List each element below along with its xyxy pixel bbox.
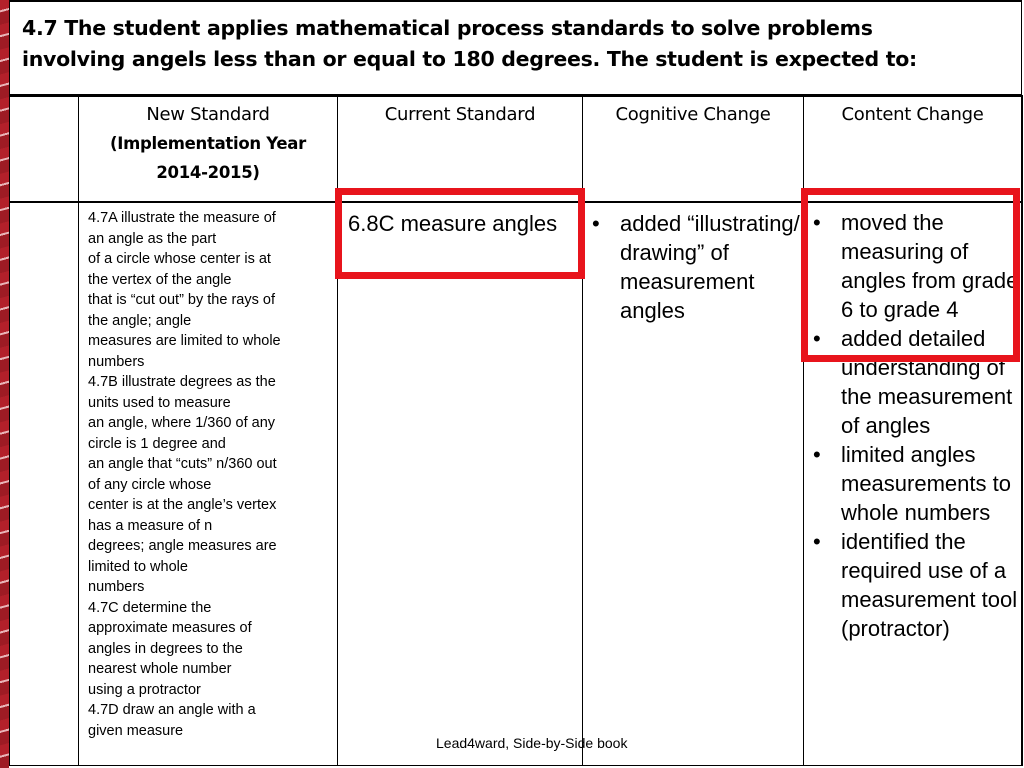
new-standard-line: degrees; angle measures are: [88, 538, 277, 554]
new-standard-line: given measure: [88, 722, 184, 739]
new-standard-line: the angle; angle: [88, 312, 192, 329]
new-standard-line: an angle as the part: [88, 230, 217, 247]
header-content-change-label: Content Change: [841, 104, 984, 125]
list-item: • identified the required use of a measurement tool (protractor): [807, 527, 1021, 643]
new-standard-line: 4.7B illustrate degrees as the: [88, 374, 276, 390]
new-standard-line: center is at the angle’s vertex: [88, 497, 277, 513]
header-cognitive-change-label: Cognitive Change: [615, 104, 771, 125]
header-current-standard: [338, 100, 582, 129]
new-standard-line: nearest whole number: [88, 661, 232, 677]
page-title: [9, 0, 1022, 95]
table-border-top: [9, 95, 1023, 97]
header-content-change: [804, 100, 1021, 129]
new-standard-line: approximate measures of: [88, 620, 252, 636]
header-current-standard-label: Current Standard: [384, 104, 536, 125]
column-divider-1: [78, 95, 79, 766]
header-cognitive-change: [583, 100, 803, 129]
new-standard-line: the vertex of the angle: [88, 271, 232, 288]
new-standard-line: 4.7C determine the: [88, 599, 212, 616]
table-border-left: [9, 95, 10, 766]
new-standard-line: limited to whole: [88, 558, 188, 575]
new-standard-line: numbers: [88, 579, 145, 595]
header-new-standard: [79, 100, 337, 187]
new-standard-line: measures are limited to whole: [88, 333, 281, 349]
title-line-1: 4.7 The student applies mathematical process standards to solve problems: [22, 16, 873, 40]
new-standard-line: units used to measure: [88, 394, 231, 411]
cognitive-change-list: [586, 209, 800, 325]
header-new-standard-sub2: 2014-2015): [156, 163, 260, 182]
new-standard-line: has a measure of n: [88, 517, 213, 534]
list-item: • limited angles measurements to whole numbers: [807, 440, 1021, 527]
highlight-box-current-standard: [335, 188, 585, 279]
highlight-box-content-change: [801, 188, 1020, 362]
new-standard-line: angles in degrees to the: [88, 640, 243, 657]
table-border-bottom: [9, 765, 1023, 766]
decorative-left-strip: [0, 0, 9, 768]
new-standard-text: [88, 208, 323, 741]
new-standard-line: 4.7D draw an angle with a: [88, 702, 256, 718]
new-standard-line: numbers: [88, 353, 145, 370]
new-standard-line: 4.7A illustrate the measure of: [88, 210, 276, 226]
new-standard-line: using a protractor: [88, 681, 201, 698]
new-standard-line: an angle that “cuts” n/360 out: [88, 456, 277, 472]
new-standard-line: of any circle whose: [88, 476, 212, 493]
new-standard-line: that is “cut out” by the rays of: [88, 292, 275, 308]
list-item: • moved the measuring of angles from grade 6 to grade 4: [807, 208, 1021, 324]
current-standard-text: 6.8C measure angles: [348, 211, 558, 236]
new-standard-line: circle is 1 degree and: [88, 435, 226, 452]
list-item: • added detailed understanding of the measurement of angles: [807, 324, 1021, 440]
list-item: • added “illustrating/ drawing” of measurement angles: [586, 209, 800, 325]
header-new-standard-sub1: (Implementation Year: [110, 134, 306, 153]
new-standard-line: of a circle whose center is at: [88, 251, 271, 267]
new-standard-line: an angle, where 1/360 of any: [88, 415, 276, 431]
title-line-2: involving angels less than or equal to 180 degrees. The student is expected to:: [22, 47, 917, 71]
header-new-standard-label: New Standard: [146, 104, 270, 125]
footer-source: Lead4ward, Side-by-Side book: [436, 735, 628, 751]
table-border-right: [1021, 95, 1023, 766]
